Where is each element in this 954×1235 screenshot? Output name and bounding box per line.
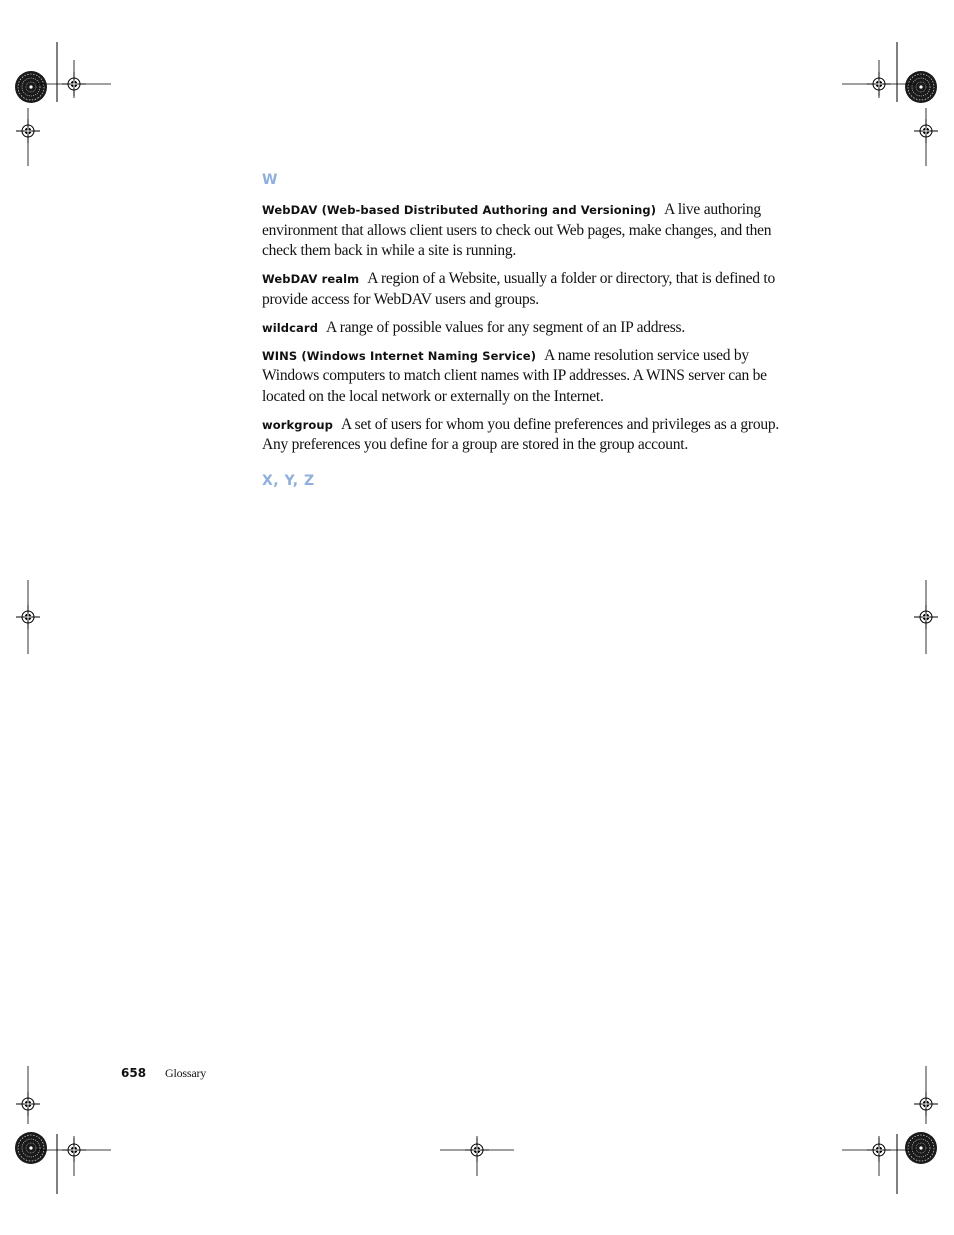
glossary-entry bbox=[262, 346, 802, 408]
glossary-definition: A set of users for whom you define preferences and privileges as a group. Any preferences you define for a group are stored in the group account. bbox=[262, 415, 779, 453]
glossary-definition: A name resolution service used by Windows computers to match client names with IP addresses. A WINS server can be located on the local network or externally on the Internet. bbox=[262, 346, 767, 405]
glossary-definition: A region of a Website, usually a folder or directory, that is defined to provide access for WebDAV users and groups. bbox=[262, 270, 775, 308]
glossary-entry bbox=[262, 269, 802, 310]
glossary-term: WebDAV (Web-based Distributed Authoring and Versioning) bbox=[262, 203, 657, 217]
page-number: 658 bbox=[121, 1066, 147, 1080]
glossary-entry bbox=[262, 318, 802, 339]
glossary-definition: A live authoring environment that allows client users to check out Web pages, make changes, and then check them back in while a site is running. bbox=[262, 201, 772, 259]
glossary-entry bbox=[262, 415, 802, 456]
glossary-definition: A range of possible values for any segment of an IP address. bbox=[326, 318, 685, 336]
page-footer bbox=[121, 1064, 206, 1082]
glossary-term: workgroup bbox=[262, 417, 333, 432]
glossary-term: WINS (Windows Internet Naming Service) bbox=[262, 348, 537, 363]
glossary-entry bbox=[262, 200, 802, 262]
glossary-term: wildcard bbox=[262, 320, 319, 335]
glossary-term: WebDAV realm bbox=[262, 272, 360, 286]
glossary-content bbox=[262, 172, 802, 489]
section-heading-xyz: X, Y, Z bbox=[262, 472, 315, 489]
section-heading-w: W bbox=[262, 172, 278, 188]
footer-section-label: Glossary bbox=[165, 1066, 207, 1080]
